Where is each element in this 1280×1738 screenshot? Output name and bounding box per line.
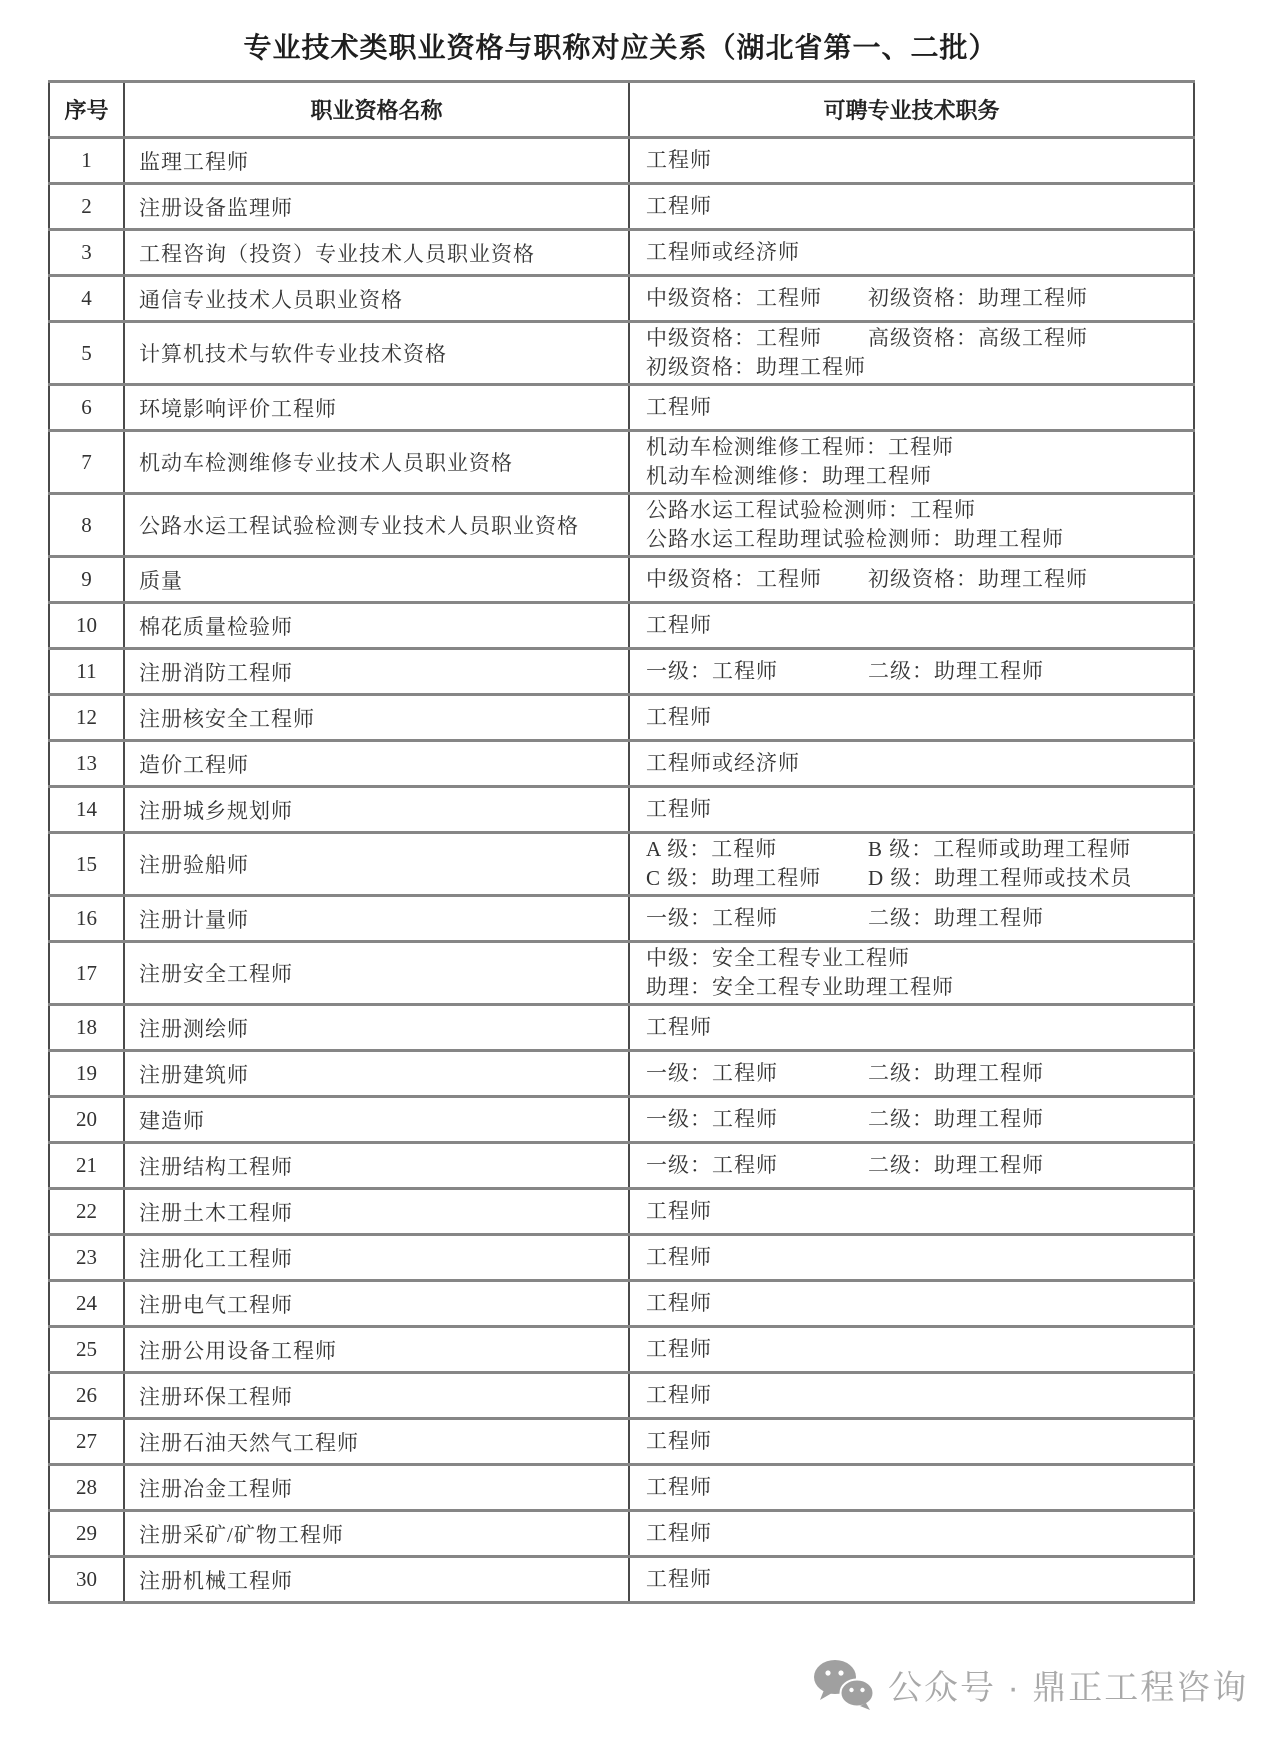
row-number: 22 [49, 1189, 124, 1235]
position-segment: 工程师 [646, 395, 712, 419]
row-number: 15 [49, 833, 124, 896]
positions-cell [629, 1189, 1194, 1235]
position-segment: 工程师 [646, 1245, 712, 1269]
position-line [646, 749, 1193, 778]
table-row [49, 833, 1194, 896]
position-segment: 工程师或经济师 [646, 751, 800, 775]
position-segment: 二级：助理工程师 [868, 659, 1044, 683]
position-line [646, 703, 1193, 732]
position-line [646, 324, 1193, 353]
qualification-name: 注册机械工程师 [124, 1557, 629, 1603]
qualification-name: 注册采矿/矿物工程师 [124, 1511, 629, 1557]
position-segment: 一级：工程师 [646, 659, 778, 683]
page-title: 专业技术类职业资格与职称对应关系（湖北省第一、二批） [243, 33, 998, 64]
position-segment: 一级：工程师 [646, 906, 778, 930]
qualification-name: 计算机技术与软件专业技术资格 [124, 322, 629, 385]
position-line [646, 496, 1193, 525]
qualification-name: 注册建筑师 [124, 1051, 629, 1097]
qualification-name: 注册环保工程师 [124, 1373, 629, 1419]
table-row [49, 322, 1194, 385]
position-segment: 工程师 [646, 1567, 712, 1591]
row-number: 1 [49, 138, 124, 184]
row-number: 17 [49, 942, 124, 1005]
table-row [49, 385, 1194, 431]
positions-cell [629, 942, 1194, 1005]
position-segment: 中级：安全工程专业工程师 [646, 946, 910, 970]
position-line [646, 565, 1193, 594]
row-number: 19 [49, 1051, 124, 1097]
position-line [646, 525, 1193, 554]
table-row [49, 741, 1194, 787]
position-line [646, 1059, 1193, 1088]
position-segment: 一级：工程师 [646, 1061, 778, 1085]
position-segment: 工程师或经济师 [646, 240, 800, 264]
table-row [49, 603, 1194, 649]
row-number: 8 [49, 494, 124, 557]
position-line [646, 433, 1193, 462]
qualification-name: 注册结构工程师 [124, 1143, 629, 1189]
qualification-table [48, 80, 1195, 1604]
positions-cell [629, 385, 1194, 431]
position-segment: 中级资格：工程师 [646, 567, 822, 591]
positions-cell [629, 649, 1194, 695]
header-row [49, 82, 1194, 138]
position-segment: 助理：安全工程专业助理工程师 [646, 975, 954, 999]
position-segment: B 级：工程师或助理工程师 [868, 837, 1132, 861]
qualification-name: 通信专业技术人员职业资格 [124, 276, 629, 322]
qualification-name: 注册核安全工程师 [124, 695, 629, 741]
position-segment: 二级：助理工程师 [868, 1153, 1044, 1177]
qualification-name: 注册冶金工程师 [124, 1465, 629, 1511]
position-segment: 二级：助理工程师 [868, 1107, 1044, 1131]
positions-cell [629, 184, 1194, 230]
position-line [646, 1565, 1193, 1594]
position-segment: 中级资格：工程师 [646, 326, 822, 350]
row-number: 24 [49, 1281, 124, 1327]
position-segment: 公路水运工程助理试验检测师：助理工程师 [646, 527, 1064, 551]
qualification-name: 棉花质量检验师 [124, 603, 629, 649]
position-line [646, 611, 1193, 640]
row-number: 6 [49, 385, 124, 431]
wechat-icon [812, 1658, 876, 1710]
row-number: 12 [49, 695, 124, 741]
position-segment: 高级资格：高级工程师 [868, 326, 1088, 350]
position-line [646, 1013, 1193, 1042]
positions-cell [629, 741, 1194, 787]
position-segment: D 级：助理工程师或技术员 [868, 866, 1133, 890]
position-segment: 工程师 [646, 1475, 712, 1499]
row-number: 10 [49, 603, 124, 649]
row-number: 30 [49, 1557, 124, 1603]
table-row [49, 1511, 1194, 1557]
row-number: 2 [49, 184, 124, 230]
positions-cell [629, 1465, 1194, 1511]
position-line [646, 835, 1193, 864]
row-number: 9 [49, 557, 124, 603]
positions-cell [629, 494, 1194, 557]
positions-cell [629, 1097, 1194, 1143]
row-number: 7 [49, 431, 124, 494]
position-line [646, 657, 1193, 686]
position-segment: 初级资格：助理工程师 [868, 567, 1088, 591]
position-line [646, 393, 1193, 422]
position-segment: 初级资格：助理工程师 [868, 286, 1088, 310]
positions-cell [629, 322, 1194, 385]
positions-cell [629, 230, 1194, 276]
row-number: 27 [49, 1419, 124, 1465]
table-row [49, 1189, 1194, 1235]
qualification-name: 造价工程师 [124, 741, 629, 787]
row-number: 25 [49, 1327, 124, 1373]
position-segment: 中级资格：工程师 [646, 286, 822, 310]
row-number: 26 [49, 1373, 124, 1419]
positions-cell [629, 1327, 1194, 1373]
position-segment: 机动车检测维修工程师：工程师 [646, 435, 954, 459]
position-line [646, 1427, 1193, 1456]
position-line [646, 192, 1193, 221]
position-segment: 二级：助理工程师 [868, 906, 1044, 930]
qualification-name: 工程咨询（投资）专业技术人员职业资格 [124, 230, 629, 276]
watermark-text: 公众号 · 鼎正工程咨询 [888, 1668, 1249, 1707]
position-line [646, 1289, 1193, 1318]
position-segment: 工程师 [646, 1383, 712, 1407]
positions-cell [629, 1419, 1194, 1465]
qualification-name: 注册计量师 [124, 896, 629, 942]
positions-cell [629, 787, 1194, 833]
position-segment: 工程师 [646, 797, 712, 821]
position-line [646, 284, 1193, 313]
row-number: 23 [49, 1235, 124, 1281]
position-line [646, 238, 1193, 267]
row-number: 3 [49, 230, 124, 276]
watermark [812, 1658, 1248, 1710]
qualification-name: 机动车检测维修专业技术人员职业资格 [124, 431, 629, 494]
row-number: 13 [49, 741, 124, 787]
qualification-name: 注册石油天然气工程师 [124, 1419, 629, 1465]
table-row [49, 1097, 1194, 1143]
table-row [49, 431, 1194, 494]
position-segment: 工程师 [646, 1015, 712, 1039]
position-line [646, 904, 1193, 933]
qualification-name: 注册设备监理师 [124, 184, 629, 230]
positions-cell [629, 1235, 1194, 1281]
header-num: 序号 [49, 82, 124, 138]
positions-cell [629, 138, 1194, 184]
qualification-name: 公路水运工程试验检测专业技术人员职业资格 [124, 494, 629, 557]
row-number: 18 [49, 1005, 124, 1051]
table-row [49, 649, 1194, 695]
positions-cell [629, 1143, 1194, 1189]
position-segment: 初级资格：助理工程师 [646, 355, 866, 379]
position-line [646, 1243, 1193, 1272]
position-segment: 二级：助理工程师 [868, 1061, 1044, 1085]
table-row [49, 695, 1194, 741]
row-number: 14 [49, 787, 124, 833]
qualification-name: 注册土木工程师 [124, 1189, 629, 1235]
position-line [646, 1519, 1193, 1548]
table-body [49, 138, 1194, 1603]
position-segment: C 级：助理工程师 [646, 866, 822, 890]
table-row [49, 1143, 1194, 1189]
table-row [49, 896, 1194, 942]
table-row [49, 276, 1194, 322]
position-line [646, 1105, 1193, 1134]
position-line [646, 1473, 1193, 1502]
position-segment: 工程师 [646, 705, 712, 729]
positions-cell [629, 1557, 1194, 1603]
position-segment: 公路水运工程试验检测师：工程师 [646, 498, 976, 522]
position-line [646, 1197, 1193, 1226]
position-segment: 一级：工程师 [646, 1107, 778, 1131]
positions-cell [629, 431, 1194, 494]
positions-cell [629, 833, 1194, 896]
position-segment: 工程师 [646, 613, 712, 637]
position-line [646, 353, 1193, 382]
table-row [49, 1327, 1194, 1373]
table-row [49, 1465, 1194, 1511]
header-name: 职业资格名称 [124, 82, 629, 138]
positions-cell [629, 695, 1194, 741]
row-number: 16 [49, 896, 124, 942]
position-segment: 工程师 [646, 1337, 712, 1361]
position-segment: A 级：工程师 [646, 837, 778, 861]
qualification-name: 注册公用设备工程师 [124, 1327, 629, 1373]
table-row [49, 1419, 1194, 1465]
position-segment: 工程师 [646, 1521, 712, 1545]
table-row [49, 1281, 1194, 1327]
table-row [49, 1051, 1194, 1097]
table-row [49, 184, 1194, 230]
table-row [49, 1557, 1194, 1603]
position-segment: 工程师 [646, 1291, 712, 1315]
position-segment: 一级：工程师 [646, 1153, 778, 1177]
row-number: 5 [49, 322, 124, 385]
table-row [49, 1235, 1194, 1281]
position-segment: 工程师 [646, 148, 712, 172]
position-line [646, 462, 1193, 491]
header-positions: 可聘专业技术职务 [629, 82, 1194, 138]
qualification-name: 监理工程师 [124, 138, 629, 184]
position-segment: 工程师 [646, 194, 712, 218]
position-line [646, 944, 1193, 973]
positions-cell [629, 1051, 1194, 1097]
table-row [49, 1373, 1194, 1419]
row-number: 20 [49, 1097, 124, 1143]
positions-cell [629, 603, 1194, 649]
position-segment: 工程师 [646, 1199, 712, 1223]
qualification-name: 质量 [124, 557, 629, 603]
positions-cell [629, 896, 1194, 942]
position-segment: 机动车检测维修：助理工程师 [646, 464, 932, 488]
position-line [646, 973, 1193, 1002]
row-number: 21 [49, 1143, 124, 1189]
positions-cell [629, 557, 1194, 603]
table-row [49, 494, 1194, 557]
position-line [646, 1335, 1193, 1364]
qualification-name: 注册化工工程师 [124, 1235, 629, 1281]
position-line [646, 146, 1193, 175]
table-row [49, 942, 1194, 1005]
table-row [49, 138, 1194, 184]
position-segment: 工程师 [646, 1429, 712, 1453]
qualification-name: 注册消防工程师 [124, 649, 629, 695]
row-number: 29 [49, 1511, 124, 1557]
row-number: 11 [49, 649, 124, 695]
qualification-name: 注册验船师 [124, 833, 629, 896]
position-line [646, 864, 1193, 893]
positions-cell [629, 1281, 1194, 1327]
row-number: 4 [49, 276, 124, 322]
qualification-name: 注册安全工程师 [124, 942, 629, 1005]
qualification-name: 注册电气工程师 [124, 1281, 629, 1327]
positions-cell [629, 1511, 1194, 1557]
qualification-name: 注册测绘师 [124, 1005, 629, 1051]
table-row [49, 1005, 1194, 1051]
table-row [49, 230, 1194, 276]
positions-cell [629, 276, 1194, 322]
position-line [646, 1151, 1193, 1180]
table-row [49, 787, 1194, 833]
position-line [646, 795, 1193, 824]
qualification-name: 建造师 [124, 1097, 629, 1143]
table-row [49, 557, 1194, 603]
qualification-name: 环境影响评价工程师 [124, 385, 629, 431]
positions-cell [629, 1373, 1194, 1419]
positions-cell [629, 1005, 1194, 1051]
qualification-name: 注册城乡规划师 [124, 787, 629, 833]
position-line [646, 1381, 1193, 1410]
row-number: 28 [49, 1465, 124, 1511]
